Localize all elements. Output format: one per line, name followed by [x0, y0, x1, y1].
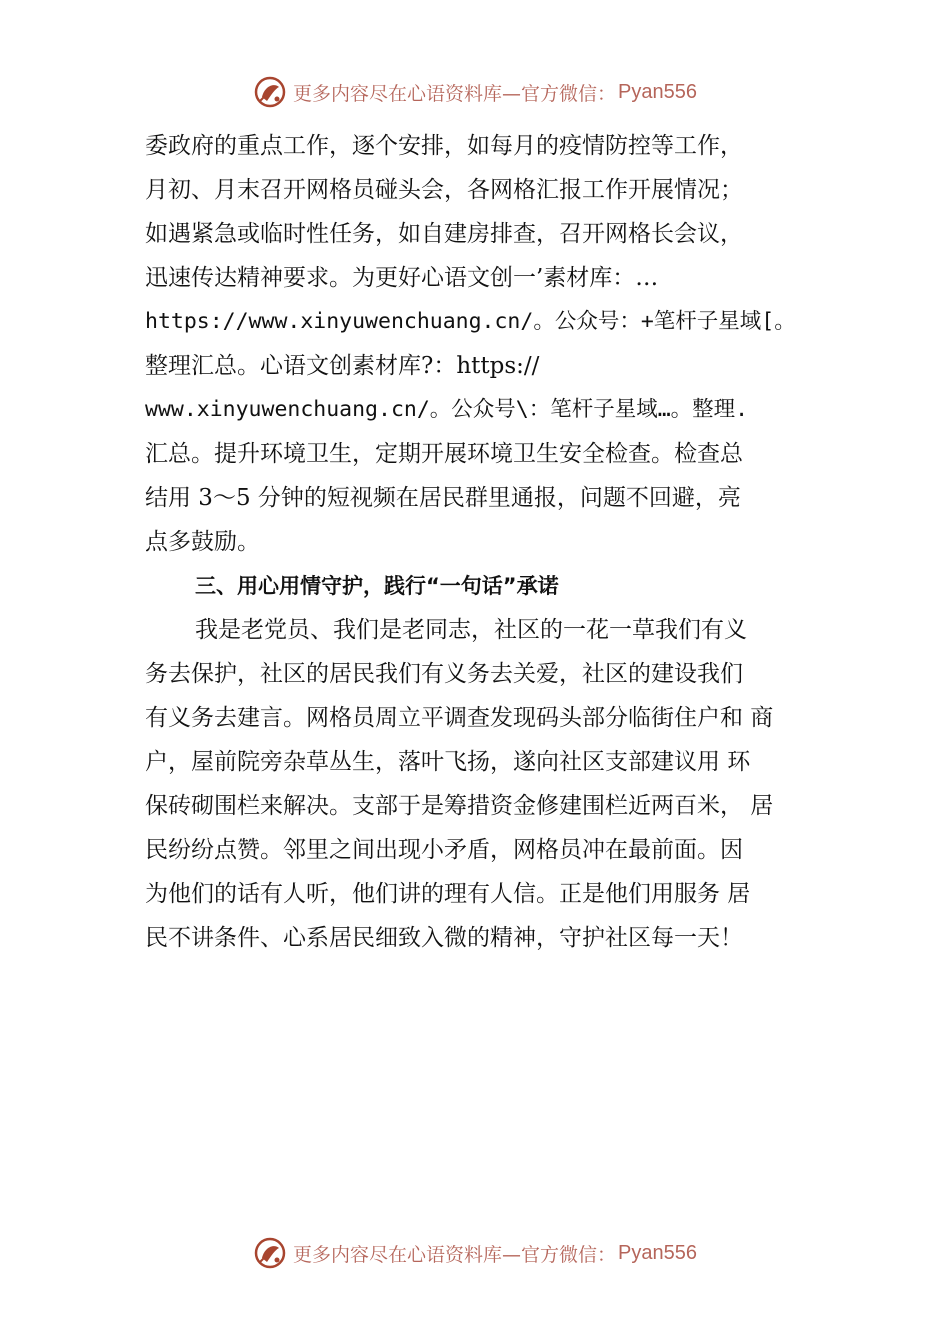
- watermark-wechat-id: Pyan556: [618, 1241, 697, 1264]
- body-line: 整理汇总。心语文创素材库?：https://: [145, 353, 540, 379]
- body-line: 迅速传达精神要求。为更好心语文创一’素材库：…: [145, 265, 659, 291]
- paragraph-line: 有义务去建言。网格员周立平调查发现码头部分临街住户和 商: [145, 705, 774, 731]
- header-watermark: [0, 75, 950, 109]
- body-line: 月初、月末召开网格员碰头会，各网格汇报工作开展情况；: [145, 177, 743, 203]
- paragraph-line: 我是老党员、我们是老同志，社区的一花一草我们有义: [195, 617, 747, 643]
- body-line-url: www.xinyuwenchuang.cn/。公众号\：笔杆子星域…。整理.: [145, 397, 749, 422]
- body-line: 如遇紧急或临时性任务，如自建房排查，召开网格长会议，: [145, 221, 743, 247]
- paragraph-line: 民纷纷点赞。邻里之间出现小矛盾，网格员冲在最前面。因: [145, 837, 743, 863]
- paragraph-line: 保砖砌围栏来解决。支部于是筹措资金修建围栏近两百米， 居: [145, 793, 774, 819]
- section-heading: 三、用心用情守护，践行“一句话”承诺: [195, 574, 559, 598]
- document-body: [145, 124, 845, 960]
- body-line: 汇总。提升环境卫生，定期开展环境卫生安全检查。检查总: [145, 441, 743, 467]
- body-line: 点多鼓励。: [145, 529, 260, 555]
- watermark-text: 更多内容尽在心语资料库—官方微信：: [293, 1243, 617, 1266]
- body-line: 结用 3～5 分钟的短视频在居民群里通报，问题不回避，亮: [145, 485, 741, 511]
- paragraph-line: 为他们的话有人听，他们讲的理有人信。正是他们用服务 居: [145, 881, 751, 907]
- paragraph-line: 务去保护，社区的居民我们有义务去关爱，社区的建设我们: [145, 661, 743, 687]
- body-line: 委政府的重点工作，逐个安排，如每月的疫情防控等工作，: [145, 133, 743, 159]
- body-line-url: https://www.xinyuwenchuang.cn/。公众号：+笔杆子星域[。: [145, 309, 796, 334]
- paragraph-line: 民不讲条件、心系居民细致入微的精神，守护社区每一天！: [145, 925, 743, 951]
- brand-logo-icon: [253, 1236, 287, 1270]
- watermark-text: 更多内容尽在心语资料库—官方微信：: [293, 82, 617, 105]
- watermark-wechat-id: Pyan556: [618, 80, 697, 103]
- paragraph-line: 户，屋前院旁杂草丛生，落叶飞扬，遂向社区支部建议用 环: [145, 749, 751, 775]
- brand-logo-icon: [253, 75, 287, 109]
- footer-watermark: [0, 1236, 950, 1270]
